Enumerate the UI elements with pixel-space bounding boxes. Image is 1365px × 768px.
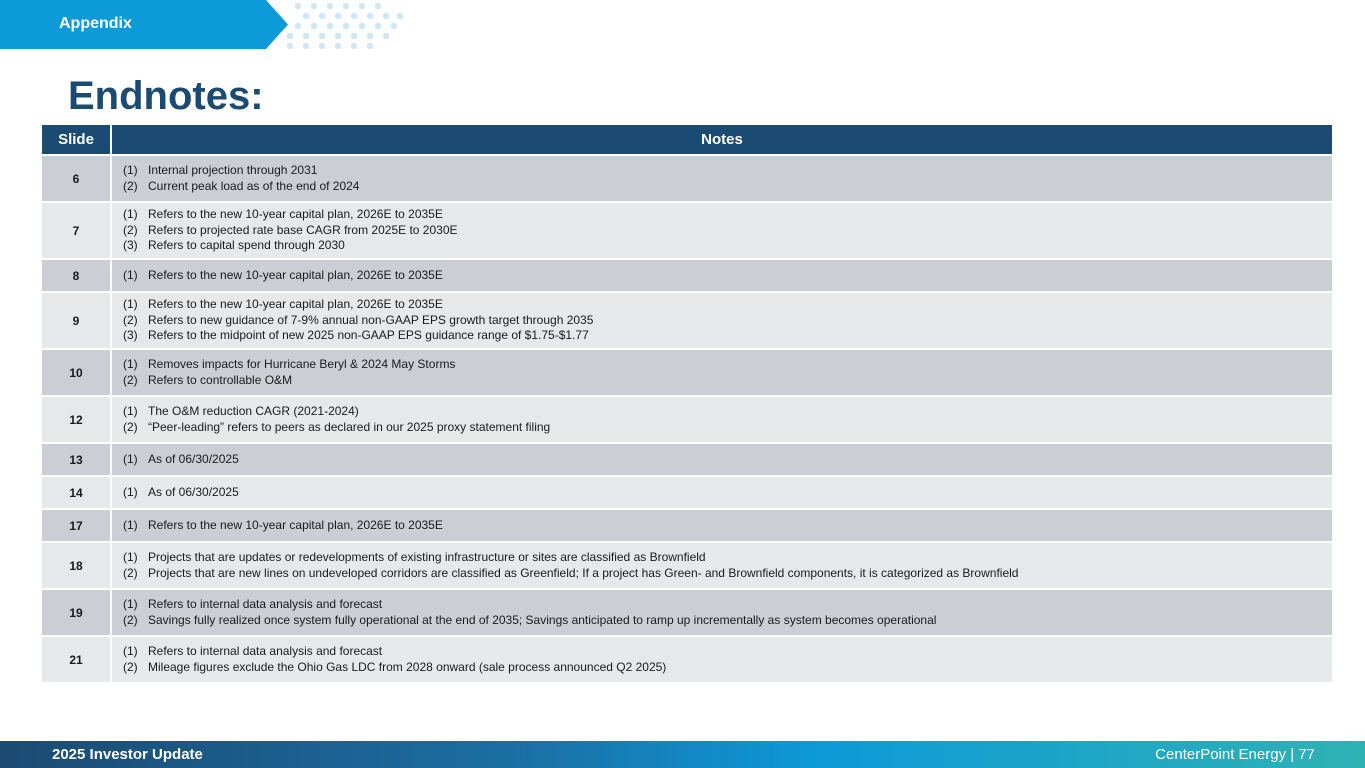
- note-text: Mileage figures exclude the Ohio Gas LDC from 2028 onward (sale process announced Q2 2025): [148, 659, 667, 674]
- notes-cell: [112, 203, 1332, 258]
- note-line: [123, 313, 1332, 329]
- notes-cell: [112, 477, 1332, 508]
- note-text: Refers to the new 10-year capital plan, 2026E to 2035E: [148, 517, 443, 532]
- note-number: (2): [123, 565, 138, 580]
- note-text: Refers to projected rate base CAGR from 2025E to 2030E: [148, 222, 458, 237]
- footer-event-title: 2025 Investor Update: [52, 746, 203, 763]
- note-number: (1): [123, 597, 138, 611]
- table-row: [42, 203, 1332, 258]
- note-text: Refers to the new 10-year capital plan, 2026E to 2035E: [148, 207, 443, 222]
- footer-company-page: CenterPoint Energy | 77: [1155, 746, 1315, 763]
- note-text: Refers to the new 10-year capital plan, 2026E to 2035E: [148, 297, 443, 312]
- note-line: [123, 328, 1332, 344]
- note-text: Projects that are updates or redevelopments of existing infrastructure or sites are classified as Brownfield: [148, 550, 706, 564]
- table-header-row: [42, 125, 1332, 154]
- section-tag: [0, 0, 288, 49]
- slide-number: 8: [42, 260, 112, 291]
- notes-cell: [112, 293, 1332, 348]
- note-line: [123, 518, 1332, 534]
- note-number: (1): [123, 451, 138, 466]
- note-number: (3): [123, 238, 138, 253]
- notes-column-header: Notes: [112, 125, 1332, 154]
- note-line: [123, 179, 1332, 195]
- notes-cell: [112, 260, 1332, 291]
- note-line: [123, 404, 1332, 420]
- note-line: [123, 597, 1332, 613]
- note-line: [123, 550, 1332, 566]
- slide-number: 17: [42, 510, 112, 541]
- note-text: Savings fully realized once system fully operational at the end of 2035; Savings anticipated to ramp up incrementally as system becomes operational: [148, 612, 937, 627]
- note-text: Refers to the new 10-year capital plan, 2026E to 2035E: [148, 267, 443, 282]
- note-text: Refers to internal data analysis and forecast: [148, 644, 383, 658]
- table-row: [42, 444, 1332, 475]
- slide-number: 10: [42, 350, 112, 395]
- note-text: “Peer-leading” refers to peers as declared in our 2025 proxy statement filing: [148, 419, 551, 434]
- table-row: [42, 260, 1332, 291]
- note-line: [123, 373, 1332, 389]
- notes-cell: [112, 397, 1332, 442]
- note-number: (2): [123, 419, 138, 434]
- slide-number: 21: [42, 637, 112, 682]
- note-line: [123, 238, 1332, 254]
- note-text: Projects that are new lines on undeveloped corridors are classified as Greenfield; If a project has Green- and Brownfield components, it is categorized as Brownfield: [148, 565, 1019, 580]
- table-row: [42, 397, 1332, 442]
- note-line: [123, 357, 1332, 373]
- note-text: As of 06/30/2025: [148, 451, 239, 466]
- note-text: Refers to internal data analysis and forecast: [148, 597, 383, 611]
- note-text: Current peak load as of the end of 2024: [148, 178, 360, 193]
- note-line: [123, 163, 1332, 179]
- notes-cell: [112, 156, 1332, 201]
- slide-number: 19: [42, 590, 112, 635]
- table-row: [42, 156, 1332, 201]
- note-number: (2): [123, 178, 138, 193]
- table-row: [42, 590, 1332, 635]
- slide-number: 18: [42, 543, 112, 588]
- note-text: Removes impacts for Hurricane Beryl & 2024 May Storms: [148, 357, 456, 371]
- note-number: (1): [123, 484, 138, 499]
- note-line: [123, 420, 1332, 436]
- table-row: [42, 293, 1332, 348]
- note-line: [123, 566, 1332, 582]
- note-number: (2): [123, 659, 138, 674]
- note-line: [123, 268, 1332, 284]
- note-line: [123, 207, 1332, 223]
- table-row: [42, 510, 1332, 541]
- note-number: (1): [123, 357, 138, 371]
- note-number: (2): [123, 372, 138, 387]
- note-number: (2): [123, 612, 138, 627]
- note-line: [123, 613, 1332, 629]
- note-number: (1): [123, 267, 138, 282]
- note-line: [123, 223, 1332, 239]
- section-tag-label: Appendix: [59, 15, 132, 32]
- note-number: (1): [123, 550, 138, 564]
- note-text: Refers to new guidance of 7-9% annual non-GAAP EPS growth target through 2035: [148, 312, 594, 327]
- note-text: As of 06/30/2025: [148, 484, 239, 499]
- endnotes-table: [42, 123, 1332, 684]
- notes-cell: [112, 350, 1332, 395]
- notes-cell: [112, 543, 1332, 588]
- note-number: (2): [123, 222, 138, 237]
- note-line: [123, 660, 1332, 676]
- page-title: Endnotes:: [68, 74, 264, 118]
- decorative-dot-pattern: [280, 0, 420, 56]
- note-line: [123, 644, 1332, 660]
- table-row: [42, 350, 1332, 395]
- table-row: [42, 637, 1332, 682]
- slide-column-header: Slide: [42, 125, 112, 154]
- slide-number: 13: [42, 444, 112, 475]
- note-number: (1): [123, 517, 138, 532]
- notes-cell: [112, 590, 1332, 635]
- slide-number: 6: [42, 156, 112, 201]
- note-line: [123, 297, 1332, 313]
- note-number: (1): [123, 644, 138, 658]
- notes-cell: [112, 637, 1332, 682]
- table-row: [42, 477, 1332, 508]
- note-number: (1): [123, 297, 138, 312]
- slide-number: 14: [42, 477, 112, 508]
- note-number: (1): [123, 404, 138, 418]
- table-body: [42, 156, 1332, 682]
- slide-number: 7: [42, 203, 112, 258]
- notes-cell: [112, 444, 1332, 475]
- note-text: Internal projection through 2031: [148, 163, 318, 177]
- note-number: (1): [123, 207, 138, 222]
- note-text: Refers to controllable O&M: [148, 372, 293, 387]
- note-number: (2): [123, 312, 138, 327]
- note-number: (3): [123, 328, 138, 343]
- slide-number: 9: [42, 293, 112, 348]
- slide-number: 12: [42, 397, 112, 442]
- footer-bar: [0, 741, 1365, 768]
- note-number: (1): [123, 163, 138, 177]
- note-text: The O&M reduction CAGR (2021-2024): [148, 404, 359, 418]
- table-row: [42, 543, 1332, 588]
- notes-cell: [112, 510, 1332, 541]
- note-text: Refers to capital spend through 2030: [148, 238, 345, 253]
- note-line: [123, 452, 1332, 468]
- note-text: Refers to the midpoint of new 2025 non-GAAP EPS guidance range of $1.75-$1.77: [148, 328, 589, 343]
- note-line: [123, 485, 1332, 501]
